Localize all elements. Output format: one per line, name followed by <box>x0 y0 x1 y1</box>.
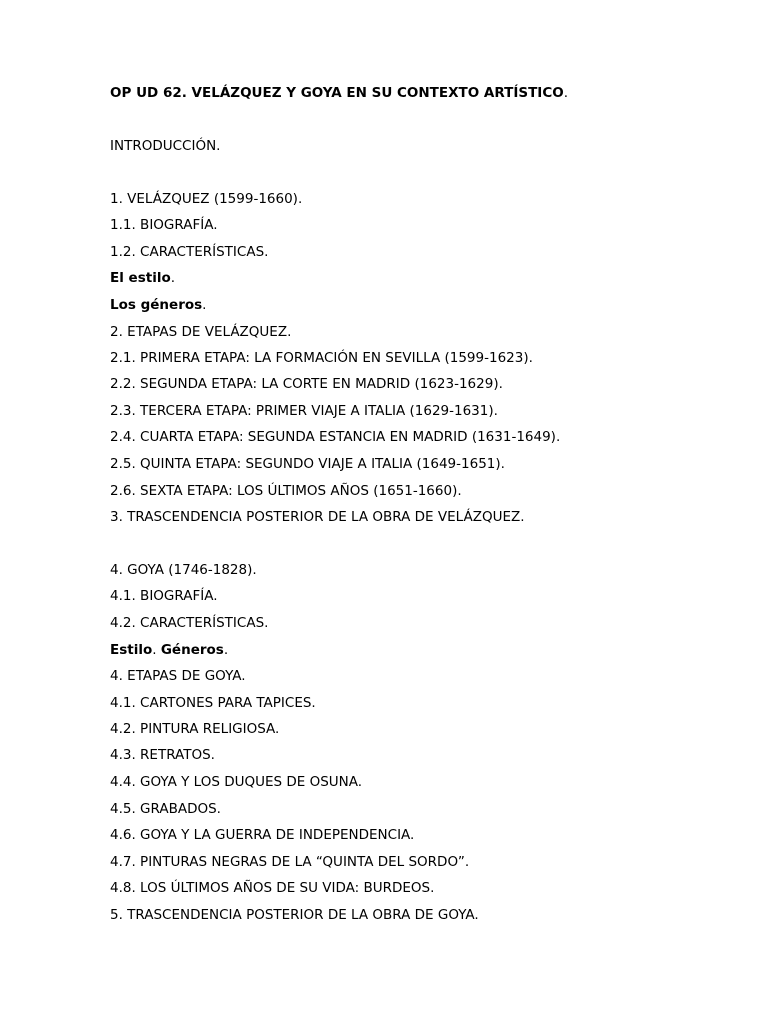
velazquez-bio: 1.1. BIOGRAFÍA. <box>110 217 218 233</box>
velazquez-generos-bold: Los géneros <box>110 297 203 313</box>
goya-etapa-5: 4.5. GRABADOS. <box>110 801 221 817</box>
goya-trascendencia: 5. TRASCENDENCIA POSTERIOR DE LA OBRA DE GOYA. <box>110 907 479 923</box>
velazquez-etapa-6: 2.6. SEXTA ETAPA: LOS ÚLTIMOS AÑOS (1651-1660). <box>110 483 462 499</box>
velazquez-etapa-4: 2.4. CUARTA ETAPA: SEGUNDA ESTANCIA EN MADRID (1631-1649). <box>110 429 561 445</box>
velazquez-etapa-3: 2.3. TERCERA ETAPA: PRIMER VIAJE A ITALIA (1629-1631). <box>110 403 498 419</box>
goya-etapa-6: 4.6. GOYA Y LA GUERRA DE INDEPENDENCIA. <box>110 827 415 843</box>
document-title <box>110 84 568 102</box>
velazquez-etapa-2: 2.2. SEGUNDA ETAPA: LA CORTE EN MADRID (1623-1629). <box>110 376 503 392</box>
goya-generos-bold: Géneros <box>160 642 224 658</box>
velazquez-estilo-bold: El estilo <box>110 270 171 286</box>
goya-bio: 4.1. BIOGRAFÍA. <box>110 588 218 604</box>
goya-etapa-2: 4.2. PINTURA RELIGIOSA. <box>110 721 280 737</box>
velazquez-generos-tail: . <box>202 297 207 313</box>
goya-estilo-generos <box>110 641 228 659</box>
goya-etapa-4: 4.4. GOYA Y LOS DUQUES DE OSUNA. <box>110 774 363 790</box>
goya-chars: 4.2. CARACTERÍSTICAS. <box>110 615 269 631</box>
velazquez-etapa-1: 2.1. PRIMERA ETAPA: LA FORMACIÓN EN SEVILLA (1599-1623). <box>110 350 533 366</box>
goya-etapa-7: 4.7. PINTURAS NEGRAS DE LA “QUINTA DEL SORDO”. <box>110 854 470 870</box>
velazquez-estilo-tail: . <box>170 270 176 286</box>
goya-generos-tail: . <box>223 642 229 658</box>
goya-sep: . <box>152 642 161 658</box>
velazquez-trascendencia: 3. TRASCENDENCIA POSTERIOR DE LA OBRA DE VELÁZQUEZ. <box>110 509 525 525</box>
goya-etapa-1: 4.1. CARTONES PARA TAPICES. <box>110 695 316 711</box>
velazquez-etapas: 2. ETAPAS DE VELÁZQUEZ. <box>110 324 292 340</box>
title-tail: . <box>563 85 569 101</box>
velazquez-heading: 1. VELÁZQUEZ (1599-1660). <box>110 191 303 207</box>
title-bold: OP UD 62. VELÁZQUEZ Y GOYA EN SU CONTEXTO ARTÍSTICO <box>110 85 564 101</box>
goya-etapa-8: 4.8. LOS ÚLTIMOS AÑOS DE SU VIDA: BURDEOS. <box>110 880 435 896</box>
velazquez-chars: 1.2. CARACTERÍSTICAS. <box>110 244 269 260</box>
intro-heading: INTRODUCCIÓN. <box>110 138 221 154</box>
velazquez-estilo <box>110 269 175 287</box>
goya-estilo-bold: Estilo <box>110 642 153 658</box>
velazquez-generos <box>110 296 206 314</box>
velazquez-etapa-5: 2.5. QUINTA ETAPA: SEGUNDO VIAJE A ITALIA (1649-1651). <box>110 456 505 472</box>
goya-heading: 4. GOYA (1746-1828). <box>110 562 257 578</box>
goya-etapa-3: 4.3. RETRATOS. <box>110 747 215 763</box>
goya-etapas: 4. ETAPAS DE GOYA. <box>110 668 246 684</box>
